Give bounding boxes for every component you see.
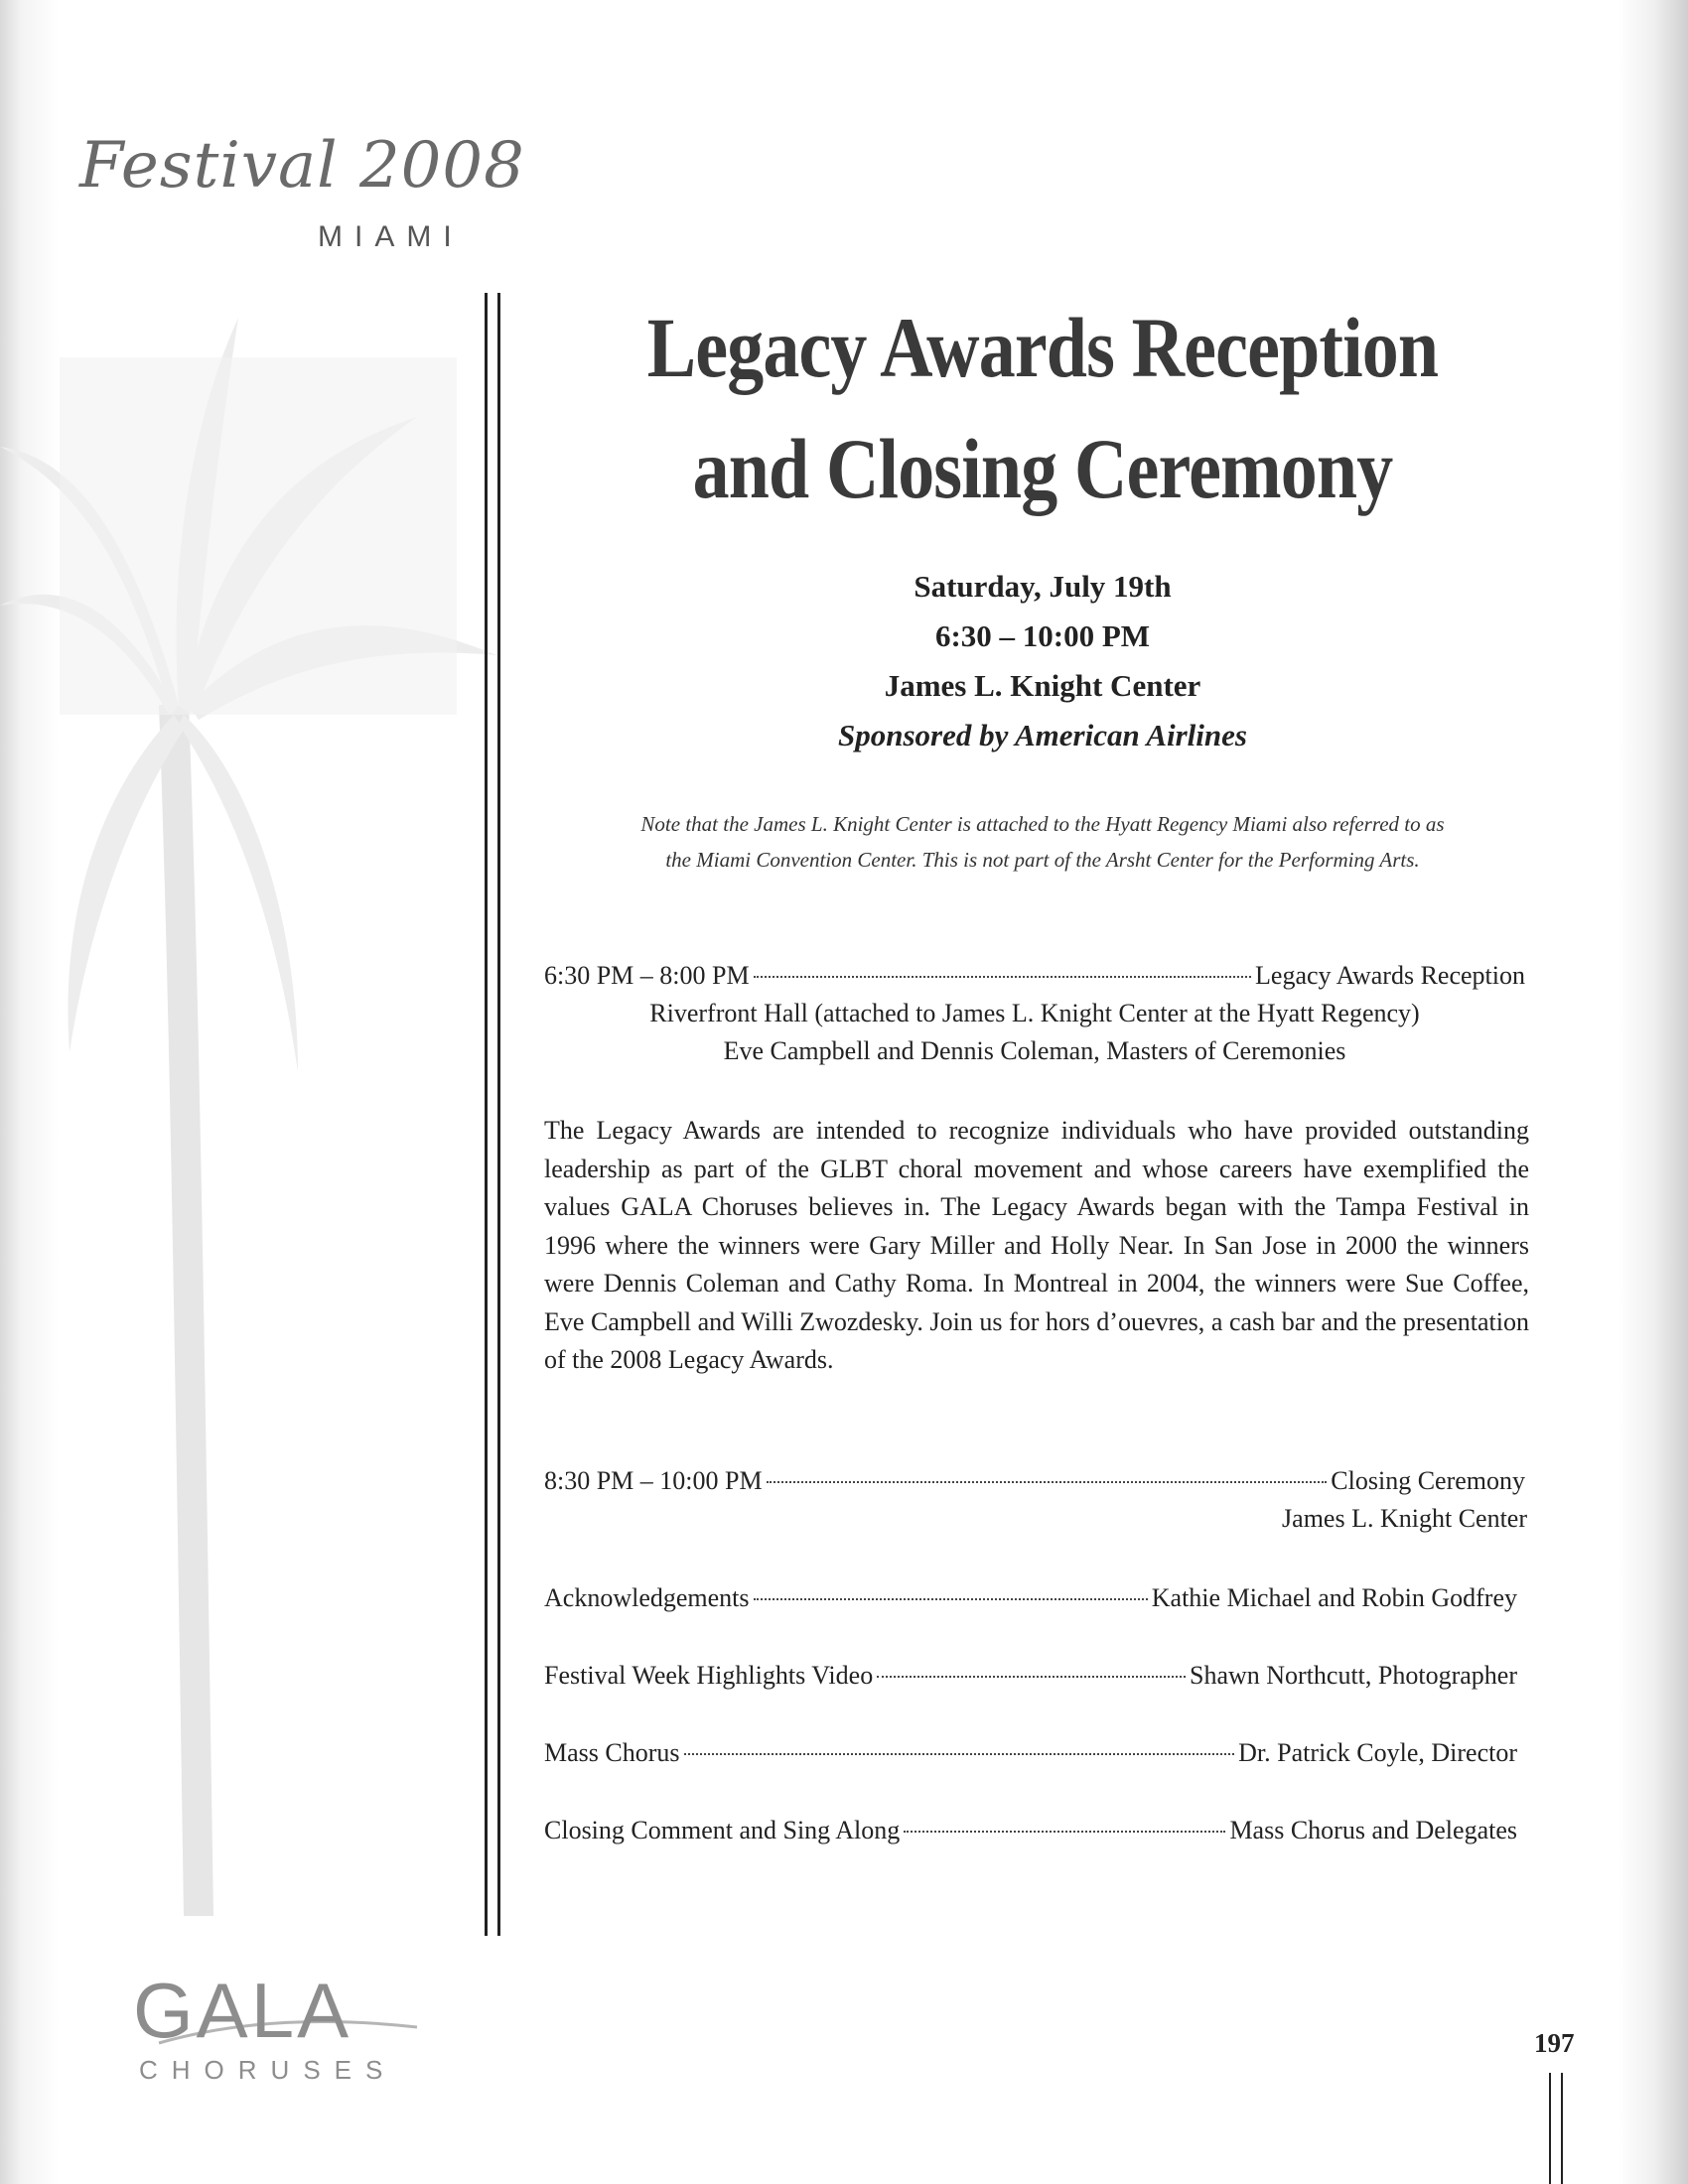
leader-dots bbox=[754, 976, 1251, 978]
event-date: Saturday, July 19th bbox=[914, 569, 1172, 604]
ceremony-event: Closing Ceremony bbox=[1331, 1466, 1525, 1495]
festival-logo-city: MIAMI bbox=[318, 220, 464, 253]
festival-logo-script: Festival 2008 bbox=[79, 129, 525, 203]
reception-hosts: Eve Campbell and Dennis Coleman, Masters of Ceremonies bbox=[723, 1036, 1346, 1065]
gala-logo-subtitle: CHORUSES bbox=[139, 2055, 397, 2085]
program-item: Festival Week Highlights Video bbox=[544, 1661, 874, 1690]
program-performer: Mass Chorus and Delegates bbox=[1229, 1816, 1517, 1844]
program-row bbox=[544, 1583, 1517, 1613]
program-row bbox=[544, 1816, 1517, 1845]
venue-note-line-1: Note that the James L. Knight Center is attached to the Hyatt Regency Miami also referred to as bbox=[640, 812, 1445, 836]
event-sponsor: Sponsored by American Airlines bbox=[838, 718, 1247, 752]
ceremony-schedule-row bbox=[544, 1466, 1525, 1496]
divider-rule-left bbox=[485, 293, 488, 1936]
program-item: Mass Chorus bbox=[544, 1738, 680, 1767]
program-row bbox=[544, 1661, 1517, 1691]
event-venue: James L. Knight Center bbox=[884, 668, 1201, 703]
festival-logo bbox=[70, 129, 546, 278]
reception-location: Riverfront Hall (attached to James L. Knight Center at the Hyatt Regency) bbox=[649, 999, 1420, 1027]
gala-choruses-logo bbox=[119, 1966, 437, 2095]
leader-dots bbox=[684, 1753, 1235, 1755]
reception-time: 6:30 PM – 8:00 PM bbox=[544, 961, 750, 990]
page-title-line-1: Legacy Awards Reception bbox=[646, 300, 1439, 395]
page-number: 197 bbox=[1534, 2028, 1575, 2058]
leader-dots bbox=[767, 1481, 1328, 1483]
leader-dots bbox=[754, 1598, 1148, 1600]
event-time: 6:30 – 10:00 PM bbox=[934, 618, 1151, 653]
venue-note-line-2: the Miami Convention Center. This is not part of the Arsht Center for the Performing Arts. bbox=[665, 848, 1420, 872]
page-title-line-2: and Closing Ceremony bbox=[692, 421, 1393, 516]
reception-event: Legacy Awards Reception bbox=[1255, 961, 1525, 990]
ceremony-time: 8:30 PM – 10:00 PM bbox=[544, 1466, 763, 1495]
leader-dots bbox=[877, 1676, 1186, 1678]
program-row bbox=[544, 1738, 1517, 1768]
program-performer: Kathie Michael and Robin Godfrey bbox=[1151, 1583, 1517, 1612]
program-item: Closing Comment and Sing Along bbox=[544, 1816, 901, 1844]
leader-dots bbox=[904, 1831, 1225, 1833]
reception-schedule-row bbox=[544, 961, 1525, 991]
corner-rule-left bbox=[1549, 2073, 1551, 2184]
program-item: Acknowledgements bbox=[544, 1583, 750, 1612]
divider-rule-right bbox=[497, 293, 500, 1936]
program-performer: Dr. Patrick Coyle, Director bbox=[1238, 1738, 1517, 1767]
legacy-awards-description: The Legacy Awards are intended to recognize individuals who have provided outstanding leadership as part of the GLBT choral movement and whose careers have exemplified the values GALA Choruses believes in. The Legacy Awards began with the Tampa Festival in 1996 where the winners were Gary Miller and Holly Near. In San Jose in 2000 the winners were Dennis Coleman and Cathy Roma. In Montreal in 2004, the winners were Sue Coffee, Eve Campbell and Willi Zwozdesky. Join us for hors d’ouevres, a cash bar and the presentation of the 2008 Legacy Awards. bbox=[544, 1116, 1529, 1374]
ceremony-location: James L. Knight Center bbox=[1282, 1504, 1527, 1533]
palm-tree-watermark bbox=[0, 278, 516, 1916]
program-performer: Shawn Northcutt, Photographer bbox=[1189, 1661, 1517, 1690]
gala-logo-word: GALA bbox=[133, 1967, 352, 2054]
corner-rule-right bbox=[1561, 2073, 1563, 2184]
